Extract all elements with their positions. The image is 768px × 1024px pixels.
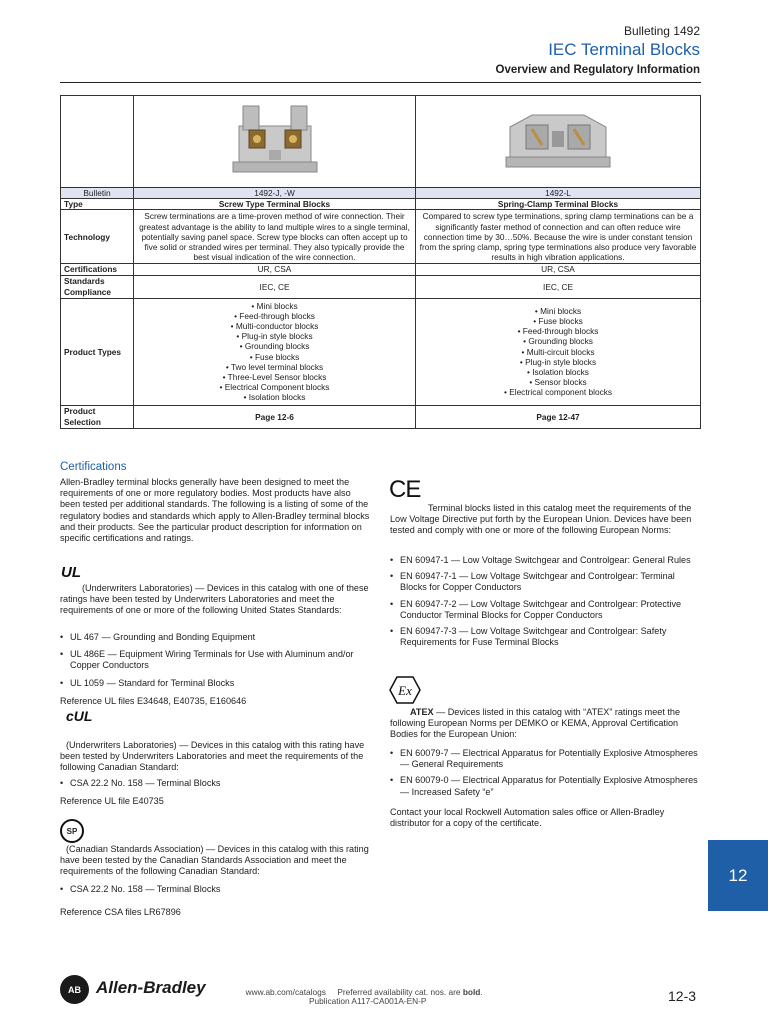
list-item: • Feed-through blocks: [517, 326, 599, 337]
list-item: • Feed-through blocks: [234, 310, 315, 321]
certifications-col1: UR, CSA: [134, 264, 416, 275]
list-item: • Plug-in style blocks: [519, 356, 597, 367]
list-item: • EN 60947-7-3 — Low Voltage Switchgear and Controlgear: Safety Requirements for Fuse Terminal Blocks: [390, 626, 702, 648]
footer-url-line[interactable]: www.ab.com/catalogs Preferred availability cat. nos. are: [245, 987, 463, 997]
list-item: • EN 60079-0 — Electrical Apparatus for Potentially Explosive Atmospheres — Increased Safety “e”: [390, 775, 702, 797]
chapter-tab[interactable]: 12: [708, 840, 768, 911]
bulletin-row-header: Bulletin: [61, 188, 134, 199]
product-selection-col2: Page 12-47: [416, 405, 701, 428]
footer-url-text: [241, 977, 483, 997]
technology-row: [61, 210, 701, 264]
page-title: IEC Terminal Blocks: [548, 40, 700, 59]
terminal-block-table: [60, 95, 701, 429]
technology-col2: Compared to screw type terminations, spring clamp terminations can be a significantly faster method of connection and can often reduce wire connection time by 30…50%. Because the wire is under constant tension from the spring clamp, spring type terminations also produce very favorable results in high vibration applications.: [416, 210, 701, 264]
image-row: [61, 96, 701, 188]
list-item: • Fuse blocks: [249, 351, 300, 362]
technology-row-header: Technology: [61, 210, 134, 264]
list-item: • Three-Level Sensor blocks: [222, 372, 327, 383]
footer-bold-word: bold: [462, 987, 481, 997]
type-col1: Screw Type Terminal Blocks: [134, 199, 416, 210]
spring-clamp-terminal-block-image: [502, 105, 614, 175]
bulletin-col1: 1492-J, -W: [134, 188, 416, 199]
footer-period: .: [480, 987, 483, 997]
standards-row-header: Standards Compliance: [61, 275, 134, 298]
certifications-heading: Certifications: [60, 461, 127, 473]
spring-block-image-cell: [416, 96, 701, 188]
list-item: • EN 60079-7 — Electrical Apparatus for Potentially Explosive Atmospheres — General Requirements: [390, 748, 702, 770]
product-types-col2: [416, 298, 701, 405]
list-item: • Grounding blocks: [239, 341, 310, 352]
bulletin-col2: 1492-L: [416, 188, 701, 199]
list-item: • UL 486E — Equipment Wiring Terminals for Use with Aluminum and/or Copper Conductors: [60, 649, 370, 671]
cul-logo: cUL: [66, 708, 93, 724]
ul-reference: Reference UL files E34648, E40735, E160646: [60, 696, 247, 706]
page-subtitle: Overview and Regulatory Information: [495, 64, 700, 76]
atex-standards-list: [390, 748, 702, 798]
list-item: • UL 467 — Grounding and Bonding Equipment: [60, 632, 370, 643]
ex-hexagon-icon: [389, 676, 421, 704]
product-types-row: [61, 298, 701, 405]
type-row: [61, 199, 701, 210]
csa-logo: SP: [60, 819, 84, 843]
bulletin-label: Bulleting 1492: [623, 24, 700, 38]
csa-reference: Reference CSA files LR67896: [60, 907, 181, 917]
ul-standards-list: [60, 632, 370, 689]
screw-terminal-block-image: [229, 100, 321, 180]
ul-logo: UL: [61, 564, 81, 581]
standards-col2: IEC, CE: [416, 275, 701, 298]
list-item: • Multi-conductor blocks: [230, 321, 319, 332]
list-item: • Grounding blocks: [523, 336, 593, 347]
list-item: • Two level terminal blocks: [225, 361, 324, 372]
standards-row: [61, 275, 701, 298]
list-item: • CSA 22.2 No. 158 — Terminal Blocks: [60, 884, 370, 895]
list-item: • EN 60947-7-2 — Low Voltage Switchgear and Controlgear: Protective Conductor Terminal Blocks for Copper Conductors: [390, 599, 702, 621]
certifications-intro: Allen-Bradley terminal blocks generally have been designed to meet the requirements of one or more regulatory bodies. Most products have also been tested per additional standards. The following is a listing of some of the regulatory bodies and standards which apply to Allen-Bradley terminal blocks and their products. See the particular product description for information on specific certifications and ratings.: [60, 477, 370, 544]
atex-label: ATEX: [410, 707, 434, 717]
product-selection-row: [61, 405, 701, 428]
cul-standards-list: [60, 778, 370, 789]
bulletin-row: [61, 188, 701, 199]
list-item: • CSA 22.2 No. 158 — Terminal Blocks: [60, 778, 370, 789]
list-item: • Electrical Component blocks: [219, 382, 330, 393]
ul-description: (Underwriters Laboratories) — Devices in this catalog with one of these ratings have been tested by Underwriters Laboratories and meet the requirements of one or more of the following United States Standards:: [60, 583, 369, 616]
certifications-row-header: Certifications: [61, 264, 134, 275]
atex-description: [390, 707, 702, 741]
list-item: • Mini blocks: [534, 305, 582, 316]
list-item: • Isolation blocks: [243, 392, 306, 403]
list-item: • Plug-in style blocks: [236, 331, 313, 342]
cul-reference: Reference UL file E40735: [60, 796, 164, 806]
atex-text: — Devices listed in this catalog with “ATEX” ratings meet the following European Norms per DEMKO or KEMA, Approval Certification Bodies for the European Union:: [390, 707, 681, 740]
publication-number: Publication A117-CA001A-EN-P: [309, 996, 427, 1006]
technology-col1: Screw terminations are a time-proven method of wire connection. Their greatest advantage is the ability to land multiple wires to a single terminal, potentially saving panel space. Screw type blocks can often accept up to five solid or stranded wires per terminal. They also typically provide the best visual indication of the wire connection.: [134, 210, 416, 264]
list-item: • Multi-circuit blocks: [521, 346, 595, 357]
allen-bradley-logo: AB: [60, 975, 89, 1004]
image-row-header: [61, 96, 134, 188]
list-item: • Sensor blocks: [529, 377, 587, 388]
list-item: • EN 60947-7-1 — Low Voltage Switchgear and Controlgear: Terminal Blocks for Copper Conductors: [390, 571, 702, 593]
ex-logo: [389, 676, 421, 704]
page-number: 12-3: [668, 988, 697, 1004]
list-item: • Electrical component blocks: [503, 387, 613, 398]
list-item: • Fuse blocks: [533, 315, 583, 326]
product-types-col1: [134, 298, 416, 405]
list-item: • EN 60947-1 — Low Voltage Switchgear and Controlgear: General Rules: [390, 555, 702, 566]
list-item: • Mini blocks: [251, 300, 298, 311]
ce-standards-list: [390, 555, 702, 648]
cul-description: (Underwriters Laboratories) — Devices in this catalog with this rating have been tested by Underwriters Laboratories and meet the requirements of the following Canadian Standard:: [60, 740, 365, 773]
standards-col1: IEC, CE: [134, 275, 416, 298]
contact-note: Contact your local Rockwell Automation sales office or Allen-Bradley distributor for a copy of the certificate.: [390, 807, 665, 829]
product-types-row-header: Product Types: [61, 298, 134, 405]
certifications-row: [61, 264, 701, 275]
svg-text:Ex: Ex: [398, 683, 412, 698]
csa-standards-list: [60, 884, 370, 895]
list-item: • UL 1059 — Standard for Terminal Blocks: [60, 678, 370, 689]
csa-description: (Canadian Standards Association) — Devices in this catalog with this rating have been tested by the Canadian Standards Association and meet the requirements of the following Canadian Standard:: [60, 844, 369, 877]
product-selection-col1: Page 12-6: [134, 405, 416, 428]
type-col2: Spring-Clamp Terminal Blocks: [416, 199, 701, 210]
ce-logo: CE: [389, 476, 421, 503]
screw-block-image-cell: [134, 96, 416, 188]
product-selection-row-header: Product Selection: [61, 405, 134, 428]
certifications-col2: UR, CSA: [416, 264, 701, 275]
header-divider: [60, 82, 701, 83]
brand-name: Allen-Bradley: [96, 978, 206, 997]
type-row-header: Type: [61, 199, 134, 210]
list-item: • Isolation blocks: [527, 366, 589, 377]
ce-description: Terminal blocks listed in this catalog meet the requirements of the Low Voltage Directive put forth by the European Union. Devices have been tested and comply with one or more of the following European Norms:: [390, 503, 692, 536]
